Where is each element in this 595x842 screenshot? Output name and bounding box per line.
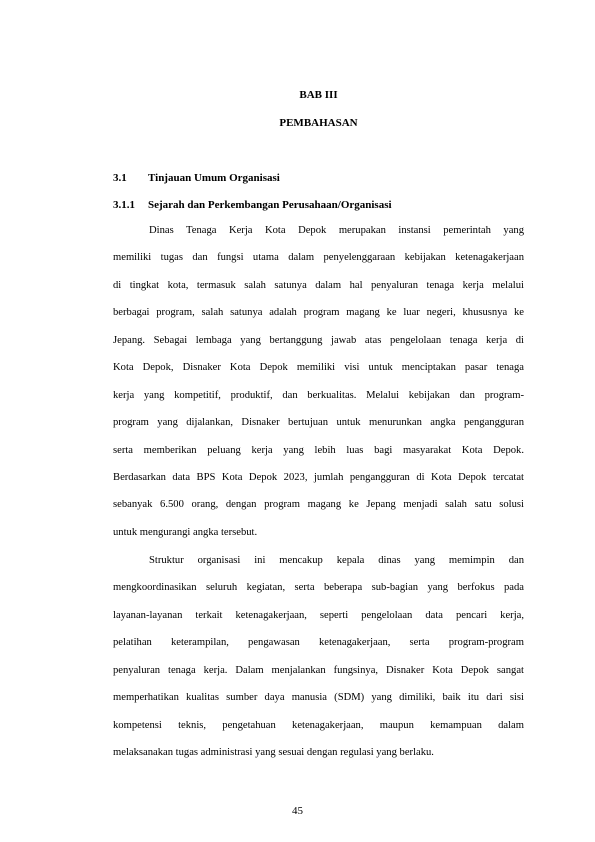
paragraph-line: memiliki tugas dan fungsi utama dalam penyelenggaraan kebijakan ketenagakerjaan — [113, 252, 524, 264]
chapter-title: PEMBAHASAN — [279, 117, 358, 129]
paragraph-line: program yang dijalankan, Disnaker bertujuan untuk menurunkan angka pengangguran — [113, 417, 524, 429]
paragraph-line: pelatihan keterampilan, pengawasan ketenagakerjaan, serta program-program — [113, 637, 524, 649]
paragraph-1 — [113, 217, 524, 546]
subsection-title: Sejarah dan Perkembangan Perusahaan/Organisasi — [148, 199, 392, 211]
paragraph-line: mengkoordinasikan seluruh kegiatan, serta beberapa sub-bagian yang berfokus pada — [113, 582, 524, 594]
page-number: 45 — [292, 805, 303, 817]
paragraph-line: kompetensi teknis, pengetahuan ketenagakerjaan, maupun kemampuan dalam — [113, 719, 524, 731]
paragraph-line: Struktur organisasi ini mencakup kepala dinas yang memimpin dan — [149, 555, 524, 566]
subsection-number: 3.1.1 — [113, 199, 135, 211]
section-number: 3.1 — [113, 172, 127, 184]
paragraph-line: Dinas Tenaga Kerja Kota Depok merupakan instansi pemerintah yang — [149, 225, 524, 236]
paragraph-line: untuk mengurangi angka tersebut. — [113, 526, 258, 538]
paragraph-line: kerja yang kompetitif, produktif, dan berkualitas. Melalui kebijakan dan program- — [113, 389, 524, 401]
section-title: Tinjauan Umum Organisasi — [148, 172, 280, 184]
paragraph-line: berbagai program, salah satunya adalah program magang ke luar negeri, khususnya ke — [113, 307, 524, 319]
section-heading — [113, 171, 524, 185]
paragraph-line: Jepang. Sebagai lembaga yang bertanggung jawab atas pengelolaan tenaga kerja di — [113, 334, 524, 346]
paragraph-line: di tingkat kota, termasuk salah satunya dalam hal penyaluran tenaga kerja melalui — [113, 279, 524, 291]
chapter-number: BAB III — [299, 89, 338, 101]
subsection-heading — [113, 198, 524, 212]
paragraph-line: penyaluran tenaga kerja. Dalam menjalankan fungsinya, Disnaker Kota Depok sangat — [113, 664, 524, 676]
paragraph-2 — [113, 547, 524, 767]
paragraph-line: layanan-layanan terkait ketenagakerjaan, seperti pengelolaan data pencari kerja, — [113, 609, 524, 621]
paragraph-line: memperhatikan kualitas sumber daya manusia (SDM) yang dimiliki, baik itu dari sisi — [113, 692, 524, 704]
paragraph-line: sebanyak 6.500 orang, dengan program magang ke Jepang menjadi salah satu solusi — [113, 499, 524, 511]
paragraph-line: Kota Depok, Disnaker Kota Depok memiliki visi untuk menciptakan pasar tenaga — [113, 362, 524, 374]
paragraph-line: Berdasarkan data BPS Kota Depok 2023, jumlah pengangguran di Kota Depok tercatat — [113, 471, 524, 483]
paragraph-line: melaksanakan tugas administrasi yang sesuai dengan regulasi yang berlaku. — [113, 747, 434, 759]
paragraph-line: serta memberikan peluang kerja yang lebih luas bagi masyarakat Kota Depok. — [113, 444, 524, 456]
